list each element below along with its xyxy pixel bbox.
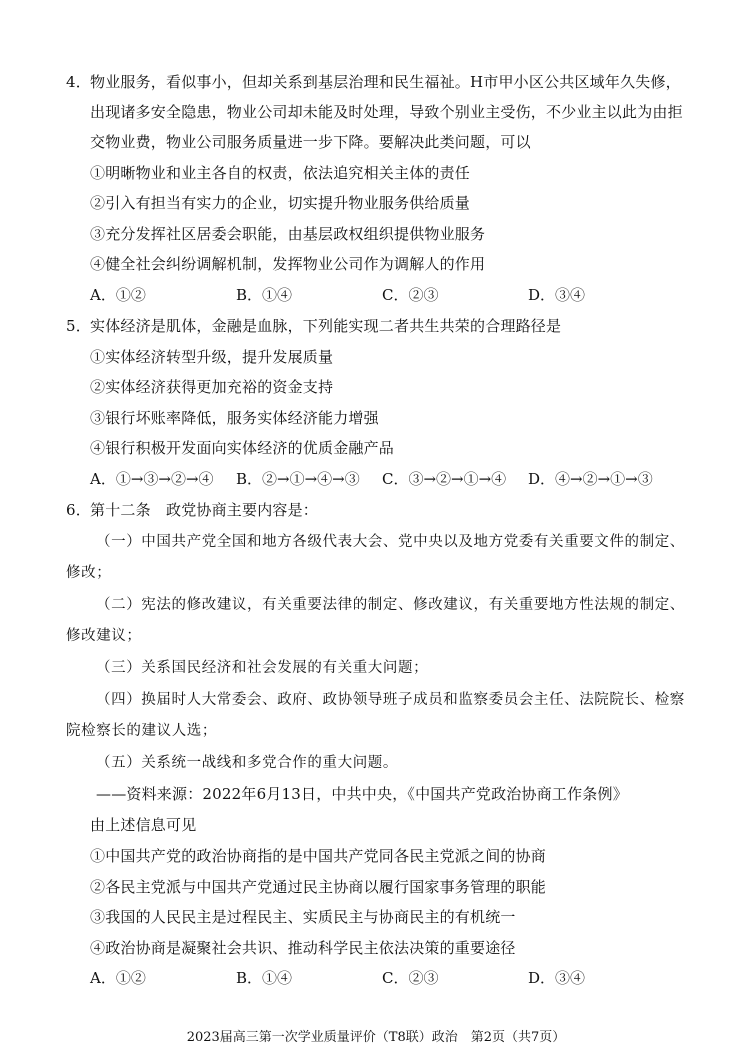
- question-stem-line: 第十二条 政党协商主要内容是：: [90, 501, 319, 519]
- answer-option-d: D．④→②→①→③: [528, 470, 653, 488]
- answer-option-b: B．①④: [236, 969, 293, 987]
- answer-option-c: C．②③: [382, 286, 439, 304]
- source-citation: ——资料来源：2022年6月13日，中共中央，《中国共产党政治协商工作条例》: [96, 785, 628, 803]
- document-clause: （一）中国共产党全国和地方各级代表大会、党中央以及地方党委有关重要文件的制定、: [96, 534, 685, 550]
- statement-item: ②引入有担当有实力的企业，切实提升物业服务供给质量: [90, 194, 471, 212]
- document-clause: 修改建议；: [66, 628, 142, 644]
- statement-item: ③充分发挥社区居委会职能，由基层政权组织提供物业服务: [90, 225, 486, 243]
- statement-item: ④健全社会纠纷调解机制，发挥物业公司作为调解人的作用: [90, 255, 486, 273]
- answer-option-b: B．①④: [236, 286, 293, 304]
- answer-option-a: A．①②: [90, 286, 146, 304]
- question-stem-line: 物业服务，看似事小，但却关系到基层治理和民生福祉。H市甲小区公共区域年久失修，: [90, 73, 681, 91]
- answer-option-a: A．①→③→②→④: [90, 470, 214, 488]
- statement-item: ③银行坏账率降低，服务实体经济能力增强: [90, 409, 379, 427]
- answer-option-d: D．③④: [528, 969, 586, 987]
- answer-option-a: A．①②: [90, 969, 146, 987]
- statement-item: ②实体经济获得更加充裕的资金支持: [90, 378, 334, 396]
- question-number: 6．: [66, 501, 91, 519]
- document-clause: 修改；: [66, 565, 112, 581]
- statement-item: ②各民主党派与中国共产党通过民主协商以履行国家事务管理的职能: [90, 878, 547, 896]
- document-clause: （三）关系国民经济和社会发展的有关重大问题；: [96, 660, 429, 676]
- statement-item: ③我国的人民民主是过程民主、实质民主与协商民主的有机统一: [90, 908, 516, 926]
- question-stem-line: 交物业费，物业公司服务质量进一步下降。要解决此类问题，可以: [90, 133, 531, 151]
- statement-item: ①实体经济转型升级，提升发展质量: [90, 348, 334, 366]
- document-clause: 院检察长的建议人选；: [66, 723, 217, 739]
- document-clause: （五）关系统一战线和多党合作的重大问题。: [96, 755, 398, 771]
- statement-item: ④银行积极开发面向实体经济的优质金融产品: [90, 439, 395, 457]
- question-lead: 由上述信息可见: [90, 816, 197, 834]
- question-number: 5．: [66, 317, 91, 335]
- statement-item: ④政治协商是凝聚社会共识、推动科学民主依法决策的重要途径: [90, 939, 516, 957]
- document-clause: （四）换届时人大常委会、政府、政协领导班子成员和监察委员会主任、法院院长、检察: [96, 692, 685, 708]
- question-stem-line: 实体经济是肌体，金融是血脉，下列能实现二者共生共荣的合理路径是: [90, 317, 562, 335]
- statement-item: ①中国共产党的政治协商指的是中国共产党同各民主党派之间的协商: [90, 847, 547, 865]
- answer-option-d: D．③④: [528, 286, 586, 304]
- answer-option-c: C．③→②→①→④: [382, 470, 507, 488]
- page-footer: 2023届高三第一次学业质量评价（T8联）政治 第2页（共7页）: [186, 1030, 566, 1045]
- answer-option-b: B．②→①→④→③: [236, 470, 360, 488]
- answer-option-c: C．②③: [382, 969, 439, 987]
- document-clause: （二）宪法的修改建议，有关重要法律的制定、修改建议，有关重要地方性法规的制定、: [96, 597, 685, 613]
- statement-item: ①明晰物业和业主各自的权责，依法追究相关主体的责任: [90, 164, 471, 182]
- question-stem-line: 出现诸多安全隐患，物业公司却未能及时处理，导致个别业主受伤，不少业主以此为由拒: [90, 103, 683, 121]
- question-number: 4．: [66, 73, 91, 91]
